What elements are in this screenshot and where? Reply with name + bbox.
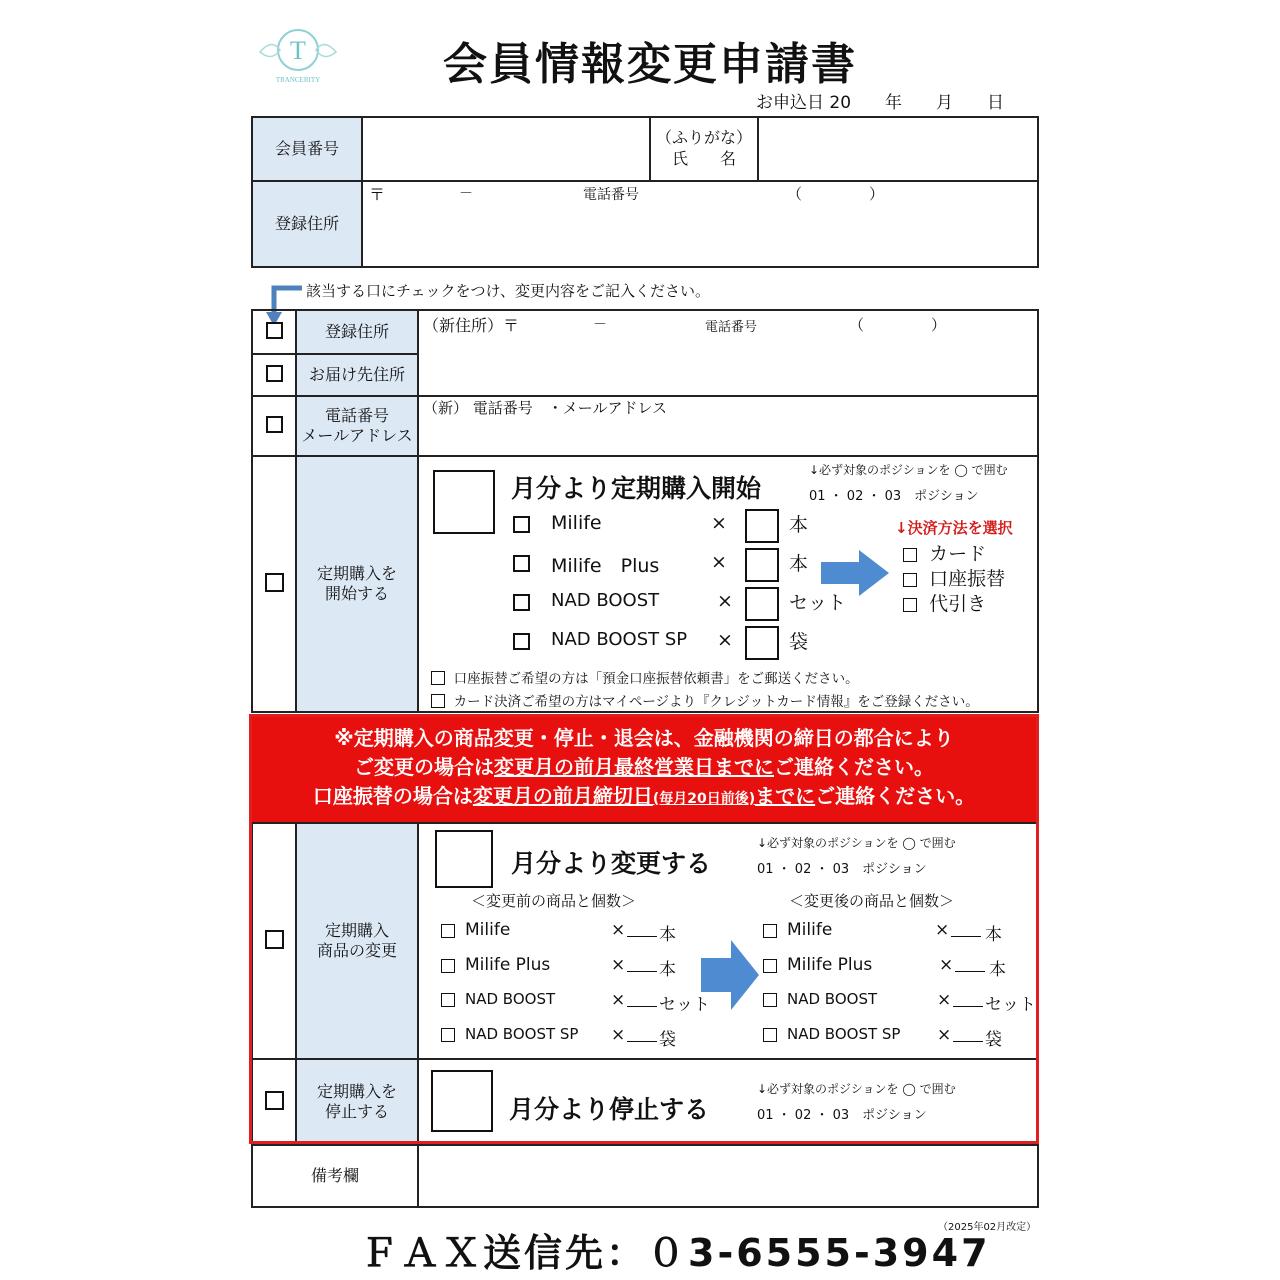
before-title: ＜変更前の商品と個数＞ [471,892,637,910]
delivery-address-checkbox[interactable] [266,365,283,382]
member-number-field[interactable] [362,117,650,181]
before-product-row [441,1025,731,1060]
payment-option[interactable] [903,539,1005,564]
banner-text: ご連絡ください。 [815,784,976,808]
before-unit: 本 [659,925,676,945]
before-qty-blank[interactable] [627,992,657,1007]
before-product-checkbox[interactable] [441,993,455,1007]
times-sign: × [939,955,954,975]
stop-label-line-1: 定期購入を [316,1082,397,1101]
member-info-table [251,116,1039,268]
start-qty-box[interactable] [745,626,779,660]
logo-name: TRANCERITY [275,76,321,84]
change-positions: 01 ・ 02 ・ 03 ポジション [757,862,927,877]
payment-label: 代引き [929,593,987,615]
stop-month-box[interactable] [431,1070,493,1132]
start-product-checkbox[interactable] [513,555,530,572]
start-qty-box[interactable] [745,587,779,621]
change-request-table [251,309,1039,713]
after-product-row [763,920,1033,955]
notice-checkbox[interactable] [431,694,445,708]
new-address-dash: － [593,317,607,333]
start-product-checkbox[interactable] [513,594,530,611]
before-product-row [441,920,731,955]
banner-text: 口座振替の場合は [312,784,473,808]
stop-subscription-label [296,1059,418,1145]
payment-checkbox[interactable] [903,548,917,562]
new-phone-email-text: （新） 電話番号 ・メールアドレス [423,399,668,417]
before-product-name: Milife [465,920,511,940]
stop-subscription-checkbox[interactable] [265,1091,284,1110]
times-sign: × [711,551,727,573]
before-unit: 本 [659,960,676,980]
times-sign: × [717,590,733,612]
phone-label: 電話番号 [583,187,639,203]
before-product-checkbox[interactable] [441,924,455,938]
reg-address-check-cell [252,310,296,354]
times-sign: × [611,990,626,1010]
times-sign: × [937,990,952,1010]
registered-address-label: 登録住所 [252,181,362,267]
before-qty-blank[interactable] [627,922,657,937]
times-sign: × [611,955,626,975]
reg-address-label: 登録住所 [296,310,418,354]
notice-row [431,690,979,713]
times-sign: × [717,629,733,651]
stop-label-line-2: 停止する [324,1102,389,1121]
remarks-field[interactable] [418,1145,1038,1207]
change-month-text: 月分より変更する [511,849,712,878]
payment-checkbox[interactable] [903,573,917,587]
new-address-field[interactable] [418,310,1038,396]
stop-position-note: ↓必ず対象のポジションを ◯ で囲む [757,1082,956,1096]
start-subscription-content [418,456,1038,712]
full-name-label: 氏 名 [671,149,736,168]
times-sign: × [611,920,626,940]
after-product-name: NAD BOOST [787,990,878,1008]
banner-text: ご連絡ください。 [774,755,934,779]
times-sign: × [935,920,950,940]
logo-letter: T [290,36,306,65]
before-unit: 袋 [659,1030,676,1050]
before-product-checkbox[interactable] [441,959,455,973]
start-product-name: NAD BOOST SP [551,629,688,650]
application-date: お申込日 20 年 月 日 [756,93,1005,113]
banner-underlined: 変更月の前月締切日 [472,784,653,808]
before-unit: セット [659,995,710,1015]
banner-underlined: までに [755,784,816,808]
after-product-row [763,955,1033,990]
banner-line-2 [250,753,1038,782]
card-notice: カード決済ご希望の方はマイページより『クレジットカード情報』をご登録ください。 [453,694,979,710]
after-qty-blank[interactable] [953,1027,983,1042]
phone-email-label [296,396,418,456]
warning-banner [250,714,1038,822]
change-stop-table [251,822,1039,1208]
start-label-line-1: 定期購入を [316,564,397,583]
registered-address-field[interactable] [362,181,1038,267]
before-product-row [441,955,731,990]
notice-row [431,667,979,690]
before-product-name: NAD BOOST SP [465,1025,579,1043]
start-product-name: Milife [551,512,602,534]
new-address-phone-label: 電話番号 [705,320,758,335]
furigana-label: （ふりがな） [655,128,752,148]
start-product-checkbox[interactable] [513,516,530,533]
phone-label-line: 電話番号 [324,406,389,425]
revision-date: （2025年02月改定） [938,1222,1037,1233]
banner-underlined: 変更月の前月最終営業日までに [494,755,774,779]
stop-subscription-content [418,1059,1038,1145]
after-product-checkbox[interactable] [763,924,777,938]
postal-mark: 〒 [369,185,386,204]
change-product-checkbox[interactable] [265,930,284,949]
company-logo [250,22,346,86]
new-address-paren-close: ） [931,316,947,334]
times-sign: × [611,1025,626,1045]
payment-option[interactable] [903,589,1005,614]
notice-checkbox[interactable] [431,671,445,685]
name-label [650,117,758,181]
after-unit: 袋 [985,1030,1002,1050]
start-unit: 本 [789,553,809,575]
bank-transfer-notice: 口座振替ご希望の方は「預金口座振替依頼書」をご郵送ください。 [453,671,859,687]
new-phone-email-field[interactable] [418,396,1038,456]
change-position-note: ↓必ず対象のポジションを ◯ で囲む [757,836,956,850]
payment-option[interactable] [903,564,1005,589]
banner-line-3 [250,782,1038,814]
after-product-name: NAD BOOST SP [787,1025,901,1043]
start-product-name: NAD BOOST [551,590,660,611]
phone-check-cell [252,396,296,456]
times-sign: × [937,1025,952,1045]
after-product-list [763,920,1036,1060]
new-address-prefix: （新住所）〒 [423,316,520,335]
after-unit: セット [985,995,1036,1015]
after-qty-blank[interactable] [953,992,983,1007]
after-product-checkbox[interactable] [763,993,777,1007]
after-product-row [763,990,1036,1025]
new-address-paren-open: （ [849,316,865,334]
after-product-name: Milife Plus [787,955,873,975]
start-product-checkbox[interactable] [513,633,530,650]
before-product-list [441,920,731,1060]
after-qty-blank[interactable] [951,922,981,937]
start-label-line-2: 開始する [324,584,389,603]
payment-notices [431,667,979,713]
payment-options [903,539,1005,614]
after-product-checkbox[interactable] [763,959,777,973]
stop-check-cell [252,1059,296,1145]
after-product-checkbox[interactable] [763,1028,777,1042]
after-qty-blank[interactable] [955,957,985,972]
change-month-box[interactable] [435,830,493,888]
after-title: ＜変更後の商品と個数＞ [789,892,955,910]
change-arrow-icon [701,940,759,1014]
change-check-cell [252,823,296,1059]
after-product-name: Milife [787,920,833,940]
after-unit: 本 [989,960,1006,980]
after-unit: 本 [985,925,1002,945]
phone-email-checkbox[interactable] [266,416,283,433]
banner-underlined-small: (毎月20日前後) [652,791,756,807]
start-qty-box[interactable] [745,548,779,582]
start-position-note: ↓必ず対象のポジションを ◯ で囲む [809,463,1008,477]
start-qty-box[interactable] [745,509,779,543]
start-check-cell [252,456,296,712]
start-subscription-checkbox[interactable] [265,573,284,592]
start-positions: 01 ・ 02 ・ 03 ポジション [809,489,979,504]
email-label-line: メールアドレス [301,426,413,445]
instruction-text: 該当する口にチェックをつけ、変更内容をご記入ください。 [306,282,710,300]
before-qty-blank[interactable] [627,1027,657,1042]
change-product-content [418,823,1038,1059]
reg-address-checkbox[interactable] [266,322,283,339]
start-unit: 袋 [789,631,809,653]
payment-checkbox[interactable] [903,598,917,612]
paren-open: （ [787,185,803,203]
after-product-row [763,1025,1033,1060]
start-subscription-label [296,456,418,712]
before-product-name: NAD BOOST [465,990,556,1008]
start-unit: 本 [789,514,809,536]
before-product-row [441,990,731,1025]
start-product-name: Milife Plus [551,555,660,577]
before-product-checkbox[interactable] [441,1028,455,1042]
start-month-text: 月分より定期購入開始 [511,474,762,503]
payment-label: カード [929,543,987,565]
name-field[interactable] [758,117,1038,181]
banner-line-1: ※定期購入の商品変更・停止・退会は、金融機関の締日の都合により [334,726,954,750]
right-arrow-icon [821,550,889,600]
payment-label: 口座振替 [929,568,1006,590]
postal-dash: － [459,186,473,202]
start-unit: セット [789,592,847,614]
before-product-name: Milife Plus [465,955,551,975]
form-title: 会員情報変更申請書 [443,39,857,90]
stop-positions: 01 ・ 02 ・ 03 ポジション [757,1108,927,1123]
change-label-line-1: 定期購入 [324,921,389,940]
fax-number: ＦＡＸ送信先：０3-6555-3947 [360,1231,991,1275]
start-month-box[interactable] [433,470,495,534]
stop-month-text: 月分より停止する [509,1095,710,1124]
change-label-line-2: 商品の変更 [316,941,397,960]
remarks-label: 備考欄 [252,1145,418,1207]
times-sign: × [711,512,727,534]
change-product-label [296,823,418,1059]
delivery-check-cell [252,354,296,396]
paren-close: ） [869,185,885,203]
payment-title: ↓決済方法を選択 [895,519,1013,537]
banner-text: ご変更の場合は [354,755,494,779]
member-number-label: 会員番号 [252,117,362,181]
before-qty-blank[interactable] [627,957,657,972]
delivery-address-label: お届け先住所 [296,354,418,396]
